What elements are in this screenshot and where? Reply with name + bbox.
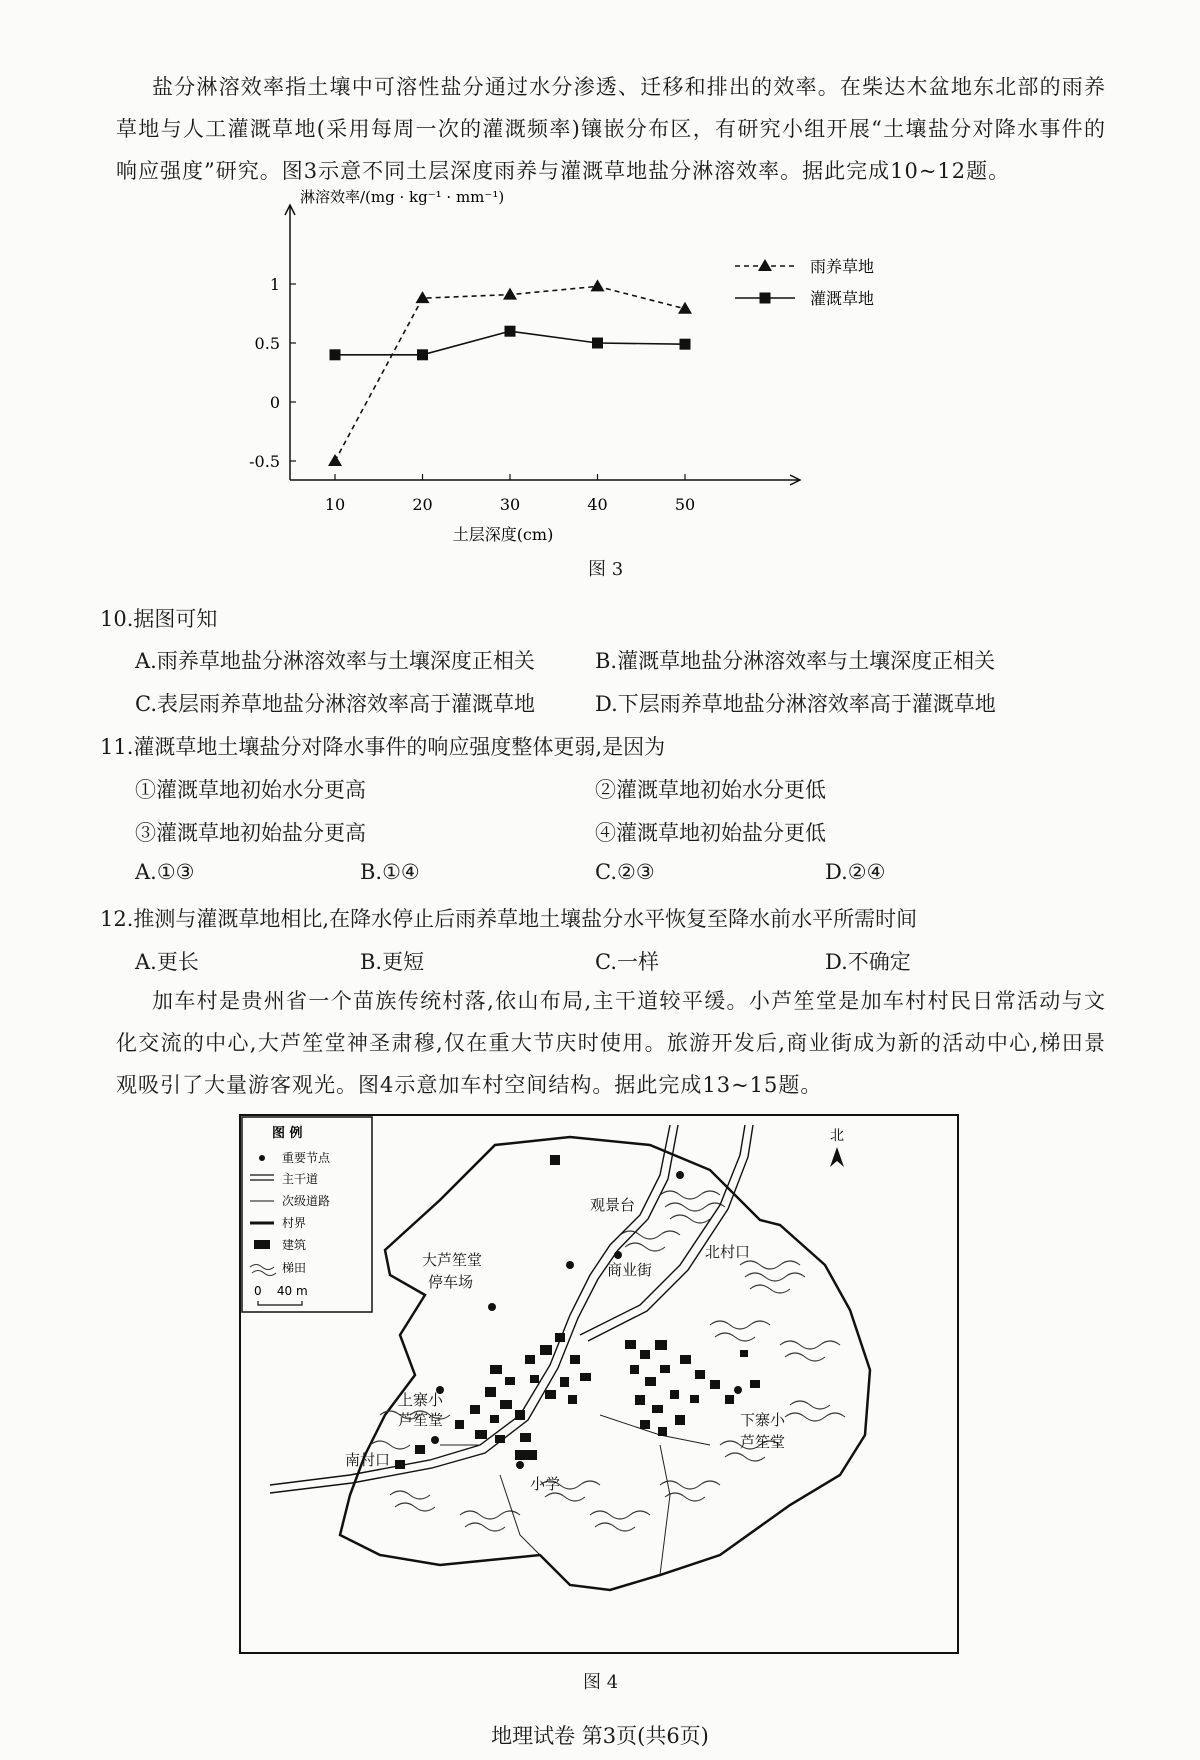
data-point-irrigated xyxy=(592,338,603,349)
data-point-irrigated xyxy=(680,339,691,350)
q10-option-c: C.表层雨养草地盐分淋溶效率高于灌溉草地 xyxy=(135,692,535,716)
figure-3-caption: 图 3 xyxy=(588,559,624,580)
scale-label: 0 40 m xyxy=(254,1284,308,1298)
y-tick-label: 0 xyxy=(269,393,280,412)
terrace-fields xyxy=(370,1191,845,1531)
data-point-irrigated xyxy=(417,349,428,360)
intro-paragraph-1: 盐分淋溶效率指土壤中可溶性盐分通过水分渗透、迁移和排出的效率。在柴达木盆地东北部的雨养草地与人工灌溉草地(采用每周一次的灌溉频率)镶嵌分布区，有研究小组开展“土壤盐分对降水事件的响应强度”研究。图3示意不同土层深度雨养与灌溉草地盐分淋溶效率。据此完成10~12题。 xyxy=(116,75,1106,183)
legend-marker xyxy=(758,259,772,271)
label-upper-hall-1: 上寨小 xyxy=(398,1391,444,1409)
important-nodes xyxy=(431,1171,742,1469)
legend-node-symbol xyxy=(259,1155,265,1161)
data-point-rainfed xyxy=(591,279,605,291)
x-tick-label: 30 xyxy=(499,495,521,514)
legend-label: 雨养草地 xyxy=(810,257,875,276)
legend-title: 图 例 xyxy=(272,1126,303,1141)
x-axis-label: 土层深度(cm) xyxy=(452,525,554,544)
legend-item-building: 建筑 xyxy=(282,1238,307,1252)
north-arrow-icon xyxy=(830,1147,844,1167)
q12-option-b: B.更短 xyxy=(360,950,425,974)
y-axis-label: 淋溶效率/(mg · kg⁻¹ · mm⁻¹) xyxy=(300,188,505,206)
figure-4-village-map xyxy=(240,1115,960,1655)
q11-stem: 11.灌溉草地土壤盐分对降水事件的响应强度整体更弱,是因为 xyxy=(100,735,666,759)
data-point-irrigated xyxy=(505,326,516,337)
q11-statement-3: ③灌溉草地初始盐分更高 xyxy=(135,821,366,845)
x-tick-label: 40 xyxy=(587,495,608,514)
q11-statement-4: ④灌溉草地初始盐分更低 xyxy=(595,821,826,845)
q10-stem: 10.据图可知 xyxy=(100,607,218,631)
data-point-irrigated xyxy=(330,349,341,360)
x-tick-label: 20 xyxy=(412,495,433,514)
label-upper-hall-2: 芦笙堂 xyxy=(398,1411,444,1429)
x-tick-label: 10 xyxy=(324,495,346,514)
q11-option-b: B.①④ xyxy=(360,860,420,884)
label-south-entrance: 南村口 xyxy=(345,1451,391,1469)
data-point-rainfed xyxy=(328,454,342,466)
legend-building-symbol xyxy=(254,1240,270,1249)
legend-item-node: 重要节点 xyxy=(282,1151,331,1165)
y-tick-label: 1 xyxy=(269,275,280,294)
q10-option-b: B.灌溉草地盐分淋溶效率与土壤深度正相关 xyxy=(595,649,996,673)
legend-item-main-road: 主干道 xyxy=(282,1172,319,1186)
label-big-hall-2: 停车场 xyxy=(428,1273,474,1291)
buildings xyxy=(395,1155,760,1469)
figure-3-line-chart xyxy=(249,188,955,544)
q10-option-a: A.雨养草地盐分淋溶效率与土壤深度正相关 xyxy=(135,649,535,673)
q12-option-c: C.一样 xyxy=(595,950,659,974)
legend-label: 灌溉草地 xyxy=(810,289,875,308)
q12-option-a: A.更长 xyxy=(135,950,199,974)
series-line-rainfed xyxy=(335,286,685,461)
y-tick-label: 0.5 xyxy=(254,334,280,353)
label-school: 小学 xyxy=(530,1475,561,1493)
q11-statement-2: ②灌溉草地初始水分更低 xyxy=(595,778,826,802)
figure-4-caption: 图 4 xyxy=(583,1672,619,1693)
legend-item-boundary: 村界 xyxy=(282,1216,307,1230)
legend-item-terrace: 梯田 xyxy=(282,1261,307,1275)
data-point-rainfed xyxy=(503,288,517,300)
q11-statement-1: ①灌溉草地初始水分更高 xyxy=(135,778,366,802)
north-label: 北 xyxy=(830,1128,844,1144)
data-point-rainfed xyxy=(416,291,430,303)
label-big-hall-1: 大芦笙堂 xyxy=(422,1251,483,1269)
q12-option-d: D.不确定 xyxy=(825,950,911,974)
x-tick-label: 50 xyxy=(674,495,696,514)
label-lower-hall-2: 芦笙堂 xyxy=(740,1433,786,1451)
page-footer: 地理试卷 第3页(共6页) xyxy=(491,1724,709,1748)
legend-item-secondary-road: 次级道路 xyxy=(282,1194,331,1208)
label-commercial-street: 商业街 xyxy=(607,1261,653,1279)
label-north-entrance: 北村口 xyxy=(705,1243,751,1261)
legend-marker xyxy=(760,293,771,304)
intro-paragraph-2: 加车村是贵州省一个苗族传统村落,依山布局,主干道较平缓。小芦笙堂是加车村村民日常活动与文化交流的中心,大芦笙堂神圣肃穆,仅在重大节庆时使用。旅游开发后,商业街成为新的活动中心,梯田景观吸引了大量游客观光。图4示意加车村空间结构。据此完成13~15题。 xyxy=(116,989,1106,1097)
label-viewpoint: 观景台 xyxy=(590,1196,636,1214)
q11-option-c: C.②③ xyxy=(595,860,655,884)
label-lower-hall-1: 下寨小 xyxy=(740,1411,786,1429)
q12-stem: 12.推测与灌溉草地相比,在降水停止后雨养草地土壤盐分水平恢复至降水前水平所需时间 xyxy=(100,907,918,931)
q11-option-d: D.②④ xyxy=(825,860,886,884)
q10-option-d: D.下层雨养草地盐分淋溶效率高于灌溉草地 xyxy=(595,692,996,716)
legend-box xyxy=(242,1117,372,1312)
y-tick-label: -0.5 xyxy=(249,452,280,471)
q11-option-a: A.①③ xyxy=(135,860,195,884)
